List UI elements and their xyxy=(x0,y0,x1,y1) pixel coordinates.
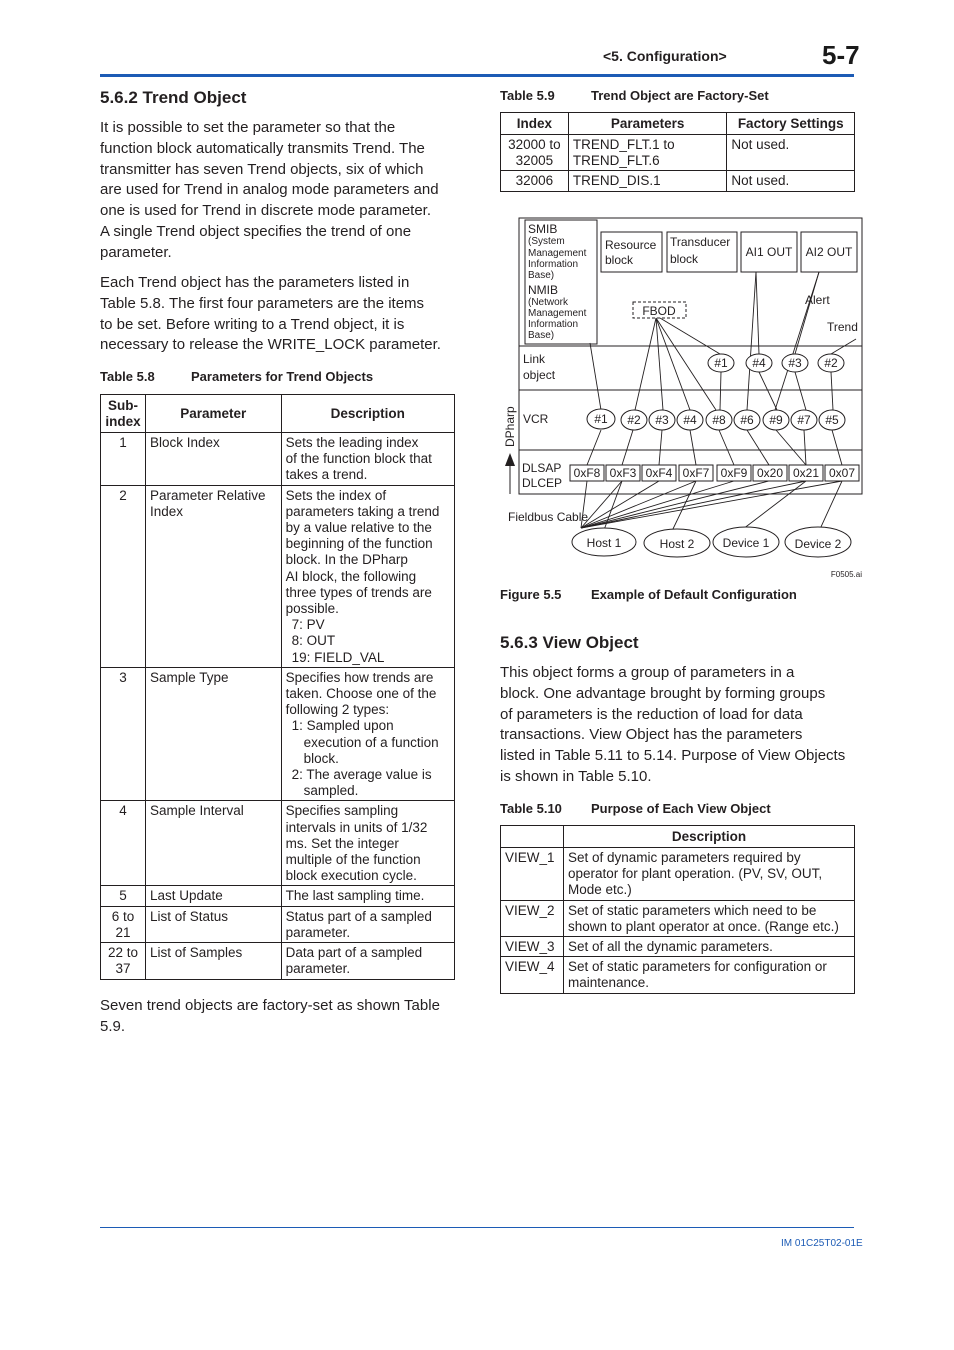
table-row: 3 Sample Type Specifies how trends are taken. Choose one of the following 2 types: 1: Sampled upon execution of a function block. 2: The average value is sampled. xyxy=(101,667,455,801)
svg-text:#1: #1 xyxy=(714,356,728,370)
svg-text:object: object xyxy=(523,368,556,382)
table-header-row: Description xyxy=(501,826,855,848)
vcr-label: VCR xyxy=(523,412,549,426)
svg-text:0xF9: 0xF9 xyxy=(720,466,748,480)
connection-lines xyxy=(581,272,856,531)
svg-text:Management: Management xyxy=(528,248,587,259)
table-5-8-caption: Table 5.8 Parameters for Trend Objects xyxy=(100,369,374,384)
view-object-paragraph: This object forms a group of parameters in a block. One advantage brought by forming groups of parameters is the reduction of load for data transactions. View Object has the parameters listed in Table 5.11 to 5.14. Purpose of View Objects is shown in Table 5.10. xyxy=(500,664,846,785)
document-id: IM 01C25T02-01E xyxy=(781,1238,863,1249)
table-row: 32000 to 32005 TREND_FLT.1 to TREND_FLT.6 Not used. xyxy=(501,135,855,171)
figure-file-id: F0505.ai xyxy=(830,570,862,579)
default-configuration-diagram xyxy=(500,210,870,585)
table-5-10-caption: Table 5.10 Purpose of Each View Object xyxy=(500,801,771,816)
trend-label: Trend xyxy=(827,320,858,334)
dpharp-label: DPharp xyxy=(503,406,517,447)
table-row: 5 Last Update The last sampling time. xyxy=(101,886,455,906)
factory-set-paragraph: Seven trend objects are factory-set as shown Table 5.9. xyxy=(100,997,440,1035)
table-row: 32006 TREND_DIS.1 Not used. xyxy=(501,171,855,191)
svg-text:#1: #1 xyxy=(594,412,608,426)
smib-label: SMIB xyxy=(528,222,558,236)
svg-text:Link: Link xyxy=(523,352,546,366)
svg-text:#3: #3 xyxy=(655,413,669,427)
ai1-out-label: AI1 OUT xyxy=(745,245,793,259)
svg-text:#8: #8 xyxy=(712,413,726,427)
table-row: VIEW_2 Set of static parameters which need to be shown to plant operator at once. (Range etc.) xyxy=(501,900,855,936)
nmib-label: NMIB xyxy=(528,283,558,297)
table-row: VIEW_4 Set of static parameters for configuration or maintenance. xyxy=(501,957,855,993)
dlcep-label: DLCEP xyxy=(522,476,563,490)
svg-text:block: block xyxy=(670,252,699,266)
table-row: 2 Parameter Relative Index Sets the index of parameters taking a trend by a value relative to the beginning of the function block. In the DPharp AI block, the following three types of trends are possible. 7: PV 8: OUT 19: FIELD_VAL xyxy=(101,485,455,667)
alert-label: Alert xyxy=(805,293,830,307)
table-5-10-view-objects xyxy=(500,825,855,994)
svg-text:block: block xyxy=(605,253,634,267)
table-header-row xyxy=(101,395,455,433)
svg-text:Resource: Resource xyxy=(605,238,657,252)
svg-text:Host 1: Host 1 xyxy=(586,536,622,550)
svg-text:Base): Base) xyxy=(528,270,555,281)
table-5-9-caption: Table 5.9 Trend Object are Factory-Set xyxy=(500,88,769,103)
header-description: Description xyxy=(281,395,454,433)
table-row: 6 to 21 List of Status Status part of a sampled parameter. xyxy=(101,906,455,942)
table-row: VIEW_3 Set of all the dynamic parameters. xyxy=(501,937,855,957)
svg-text:#4: #4 xyxy=(752,356,766,370)
dpharp-arrow xyxy=(505,453,515,494)
table-5-8-parameters xyxy=(100,394,455,980)
svg-text:#3: #3 xyxy=(788,356,802,370)
table-header-row: Index Parameters Factory Settings xyxy=(501,113,855,135)
table-5-9-factory-set xyxy=(500,112,855,192)
svg-text:#2: #2 xyxy=(627,413,641,427)
trend-intro-paragraph: It is possible to set the parameter so that the function block automatically transmits Trend. The transmitter has seven Trend objects, six of which are used for Trend in analog mode parameters and one is used for Trend in discrete mode parameter. A single Trend object specifies the trend of one parameter. xyxy=(100,119,439,261)
svg-text:#5: #5 xyxy=(825,413,839,427)
svg-text:#2: #2 xyxy=(824,356,838,370)
dlsap-label: DLSAP xyxy=(522,461,562,475)
svg-text:Host 2: Host 2 xyxy=(659,537,695,551)
svg-text:0xF4: 0xF4 xyxy=(645,466,673,480)
table-row: 1 Block Index Sets the leading index of the function block that takes a trend. xyxy=(101,433,455,486)
svg-text:#6: #6 xyxy=(740,413,754,427)
svg-text:0xF7: 0xF7 xyxy=(682,466,710,480)
svg-text:0x20: 0x20 xyxy=(756,466,784,480)
figure-5-5-caption: Figure 5.5 Example of Default Configuration xyxy=(500,587,797,602)
svg-text:Device 1: Device 1 xyxy=(722,536,770,550)
svg-text:#7: #7 xyxy=(797,413,811,427)
svg-text:Device 2: Device 2 xyxy=(794,537,842,551)
svg-text:#9: #9 xyxy=(769,413,783,427)
svg-text:Transducer: Transducer xyxy=(670,235,731,249)
svg-text:(System: (System xyxy=(528,236,565,247)
svg-text:Information: Information xyxy=(528,319,579,330)
running-header-section: <5. Configuration> xyxy=(603,48,727,64)
header-subindex: Sub- index xyxy=(101,395,146,433)
svg-text:Management: Management xyxy=(528,308,587,319)
trend-parameters-paragraph: Each Trend object has the parameters listed in Table 5.8. The first four parameters are the items to be set. Before writing to a Trend object, it is necessary to release the WRITE_LOCK parameter. xyxy=(100,274,441,354)
table-row: VIEW_1 Set of dynamic parameters required by operator for plant operation. (PV, SV, OUT, Mode etc.) xyxy=(501,848,855,901)
svg-text:0xF8: 0xF8 xyxy=(573,466,601,480)
svg-text:Base): Base) xyxy=(528,330,555,341)
svg-text:0x21: 0x21 xyxy=(792,466,820,480)
svg-text:Information: Information xyxy=(528,259,579,270)
svg-text:#4: #4 xyxy=(683,413,697,427)
page-number: 5-7 xyxy=(822,40,860,70)
ai2-out-label: AI2 OUT xyxy=(805,245,853,259)
svg-text:0xF3: 0xF3 xyxy=(609,466,637,480)
table-row: 22 to 37 List of Samples Data part of a sampled parameter. xyxy=(101,943,455,979)
section-heading-trend-object: 5.6.2 Trend Object xyxy=(100,88,247,107)
footer-rule xyxy=(100,1227,854,1228)
table-row: 4 Sample Interval Specifies sampling intervals in units of 1/32 ms. Set the integer multiple of the function block execution cycle. xyxy=(101,801,455,886)
svg-text:0x07: 0x07 xyxy=(828,466,856,480)
svg-text:(Network: (Network xyxy=(528,297,569,308)
fieldbus-cable-label: Fieldbus Cable xyxy=(508,510,589,524)
fbod-label: FBOD xyxy=(642,304,676,318)
section-heading-view-object: 5.6.3 View Object xyxy=(500,633,639,652)
header-parameter: Parameter xyxy=(145,395,281,433)
header-rule xyxy=(100,74,854,77)
